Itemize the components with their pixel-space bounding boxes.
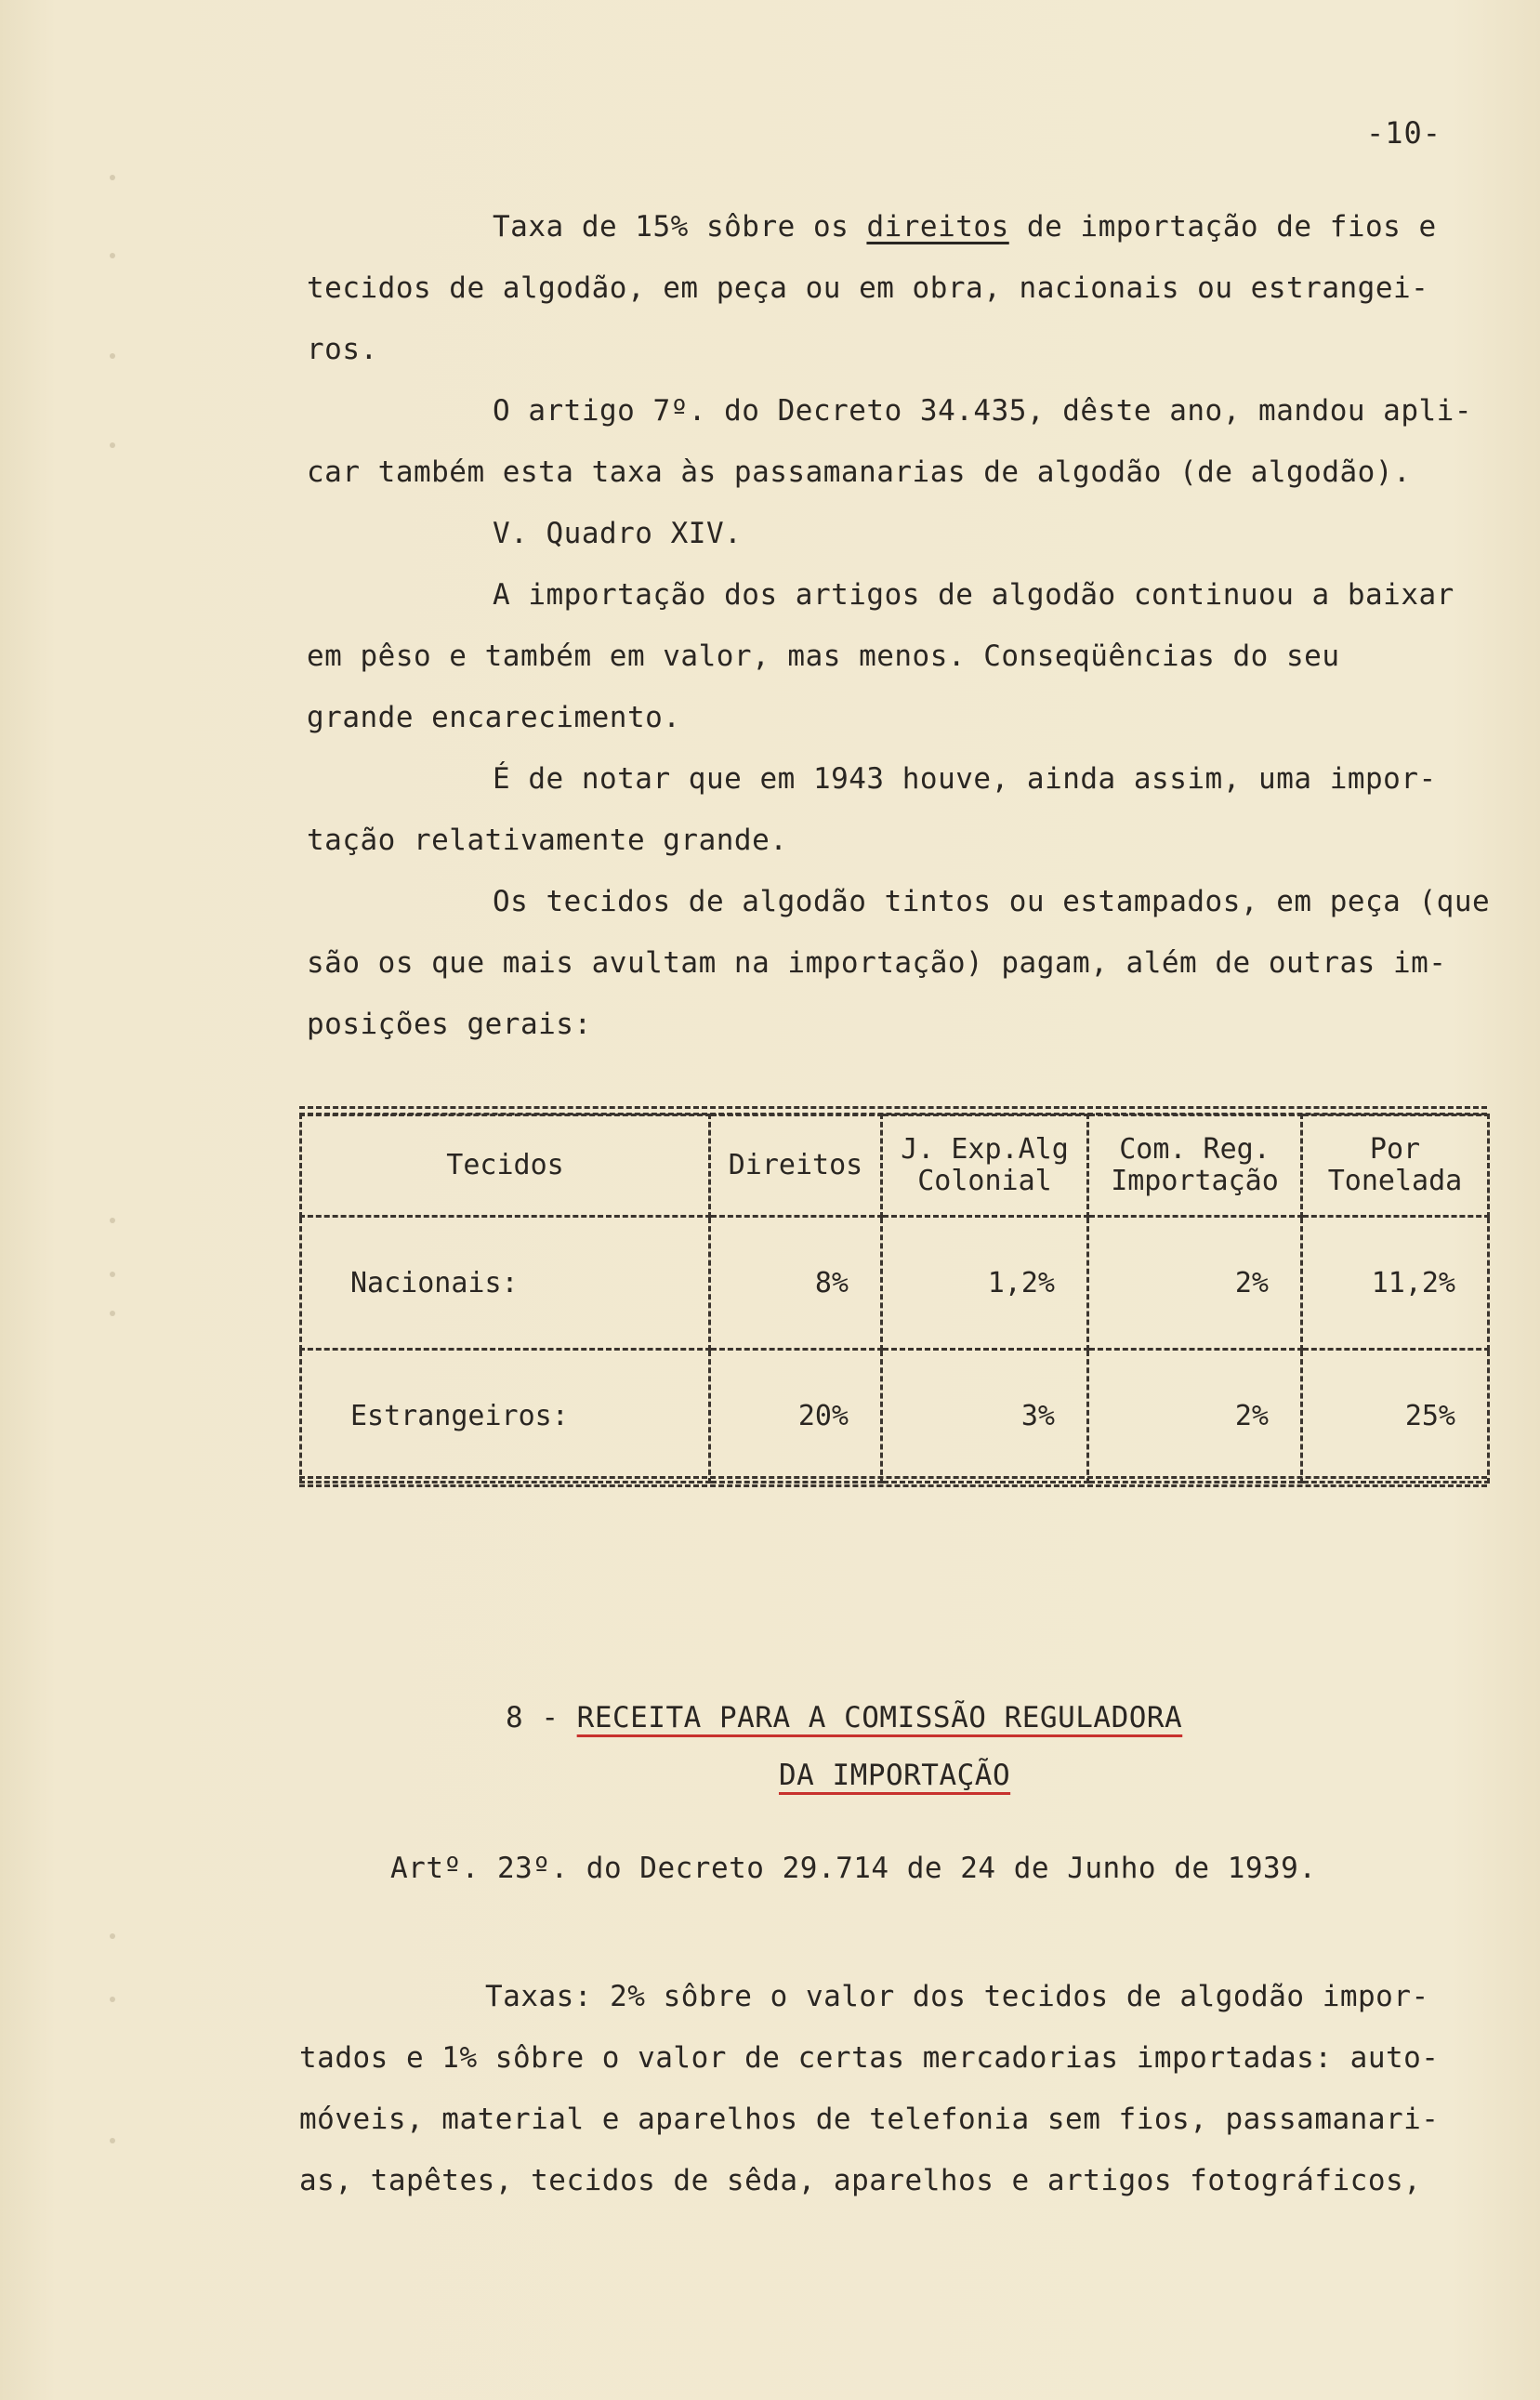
paragraph-line: car também esta taxa às passamanarias de algodão (de algodão). <box>307 455 1412 489</box>
cell-por-tonelada: 11,2% <box>1302 1217 1489 1350</box>
section-number: 8 - <box>506 1701 577 1734</box>
section-title-line2: DA IMPORTAÇÃO <box>779 1759 1011 1792</box>
punch-mark <box>110 175 115 180</box>
header-jexp: J. Exp.Alg Colonial <box>882 1115 1088 1217</box>
punch-mark <box>110 442 115 448</box>
paragraph-line: A importação dos artigos de algodão continuou a baixar <box>493 578 1454 612</box>
paragraph-line: em pêso e também em valor, mas menos. Conseqüências do seu <box>307 640 1340 673</box>
paragraph-line: grande encarecimento. <box>307 701 681 734</box>
paragraph-line: ros. <box>307 333 378 366</box>
row-label: Nacionais: <box>301 1217 710 1350</box>
paragraph-line: V. Quadro XIV. <box>493 517 743 550</box>
paragraph-line: Os tecidos de algodão tintos ou estampados, em peça (que <box>493 885 1491 918</box>
punch-mark <box>110 1997 115 2002</box>
cell-jexp: 3% <box>882 1350 1088 1483</box>
paragraph-line: Taxas: 2% sôbre o valor dos tecidos de algodão impor- <box>485 1980 1429 2013</box>
underlined-word: direitos <box>866 210 1009 244</box>
table-header-row <box>301 1115 1489 1217</box>
paragraph-line: tação relativamente grande. <box>307 824 788 857</box>
cell-comreg: 2% <box>1088 1217 1302 1350</box>
row-label: Estrangeiros: <box>301 1350 710 1483</box>
paragraph-line: são os que mais avultam na importação) pagam, além de outras im- <box>307 946 1447 980</box>
page-number: -10- <box>1366 115 1442 151</box>
punch-mark <box>110 1311 115 1316</box>
table-bottom-rule <box>299 1476 1487 1487</box>
paragraph-line: móveis, material e aparelhos de telefonia sem fios, passamanari- <box>299 2103 1440 2136</box>
decree-reference: Artº. 23º. do Decreto 29.714 de 24 de Junho de 1939. <box>390 1852 1317 1885</box>
cell-por-tonelada: 25% <box>1302 1350 1489 1483</box>
paragraph-line: posições gerais: <box>307 1008 592 1041</box>
punch-mark <box>110 353 115 359</box>
punch-mark <box>110 253 115 258</box>
header-direitos: Direitos <box>710 1115 882 1217</box>
header-comreg: Com. Reg. Importação <box>1088 1115 1302 1217</box>
tax-table <box>299 1106 1487 1489</box>
paragraph-line: tados e 1% sôbre o valor de certas mercadorias importadas: auto- <box>299 2041 1440 2075</box>
section-title-line1: RECEITA PARA A COMISSÃO REGULADORA <box>576 1701 1183 1734</box>
tax-table-grid <box>299 1114 1490 1484</box>
table-row <box>301 1217 1489 1350</box>
section-heading-line2 <box>779 1759 1010 1792</box>
paragraph-line: É de notar que em 1943 houve, ainda assim, uma impor- <box>493 762 1437 796</box>
paragraph-line: Taxa de 15% sôbre os direitos de importação de fios e <box>493 210 1437 244</box>
cell-jexp: 1,2% <box>882 1217 1088 1350</box>
punch-mark <box>110 1272 115 1277</box>
punch-mark <box>110 1933 115 1939</box>
paragraph-line: tecidos de algodão, em peça ou em obra, nacionais ou estrangei- <box>307 271 1429 305</box>
paragraph-line: O artigo 7º. do Decreto 34.435, dêste ano, mandou apli- <box>493 394 1472 428</box>
punch-mark <box>110 1218 115 1223</box>
table-row <box>301 1350 1489 1483</box>
paragraph-line: as, tapêtes, tecidos de sêda, aparelhos e artigos fotográficos, <box>299 2164 1422 2197</box>
header-tecidos: Tecidos <box>301 1115 710 1217</box>
section-heading <box>506 1701 1182 1734</box>
punch-mark <box>110 2138 115 2143</box>
cell-direitos: 20% <box>710 1350 882 1483</box>
cell-direitos: 8% <box>710 1217 882 1350</box>
header-por-tonelada: Por Tonelada <box>1302 1115 1489 1217</box>
cell-comreg: 2% <box>1088 1350 1302 1483</box>
